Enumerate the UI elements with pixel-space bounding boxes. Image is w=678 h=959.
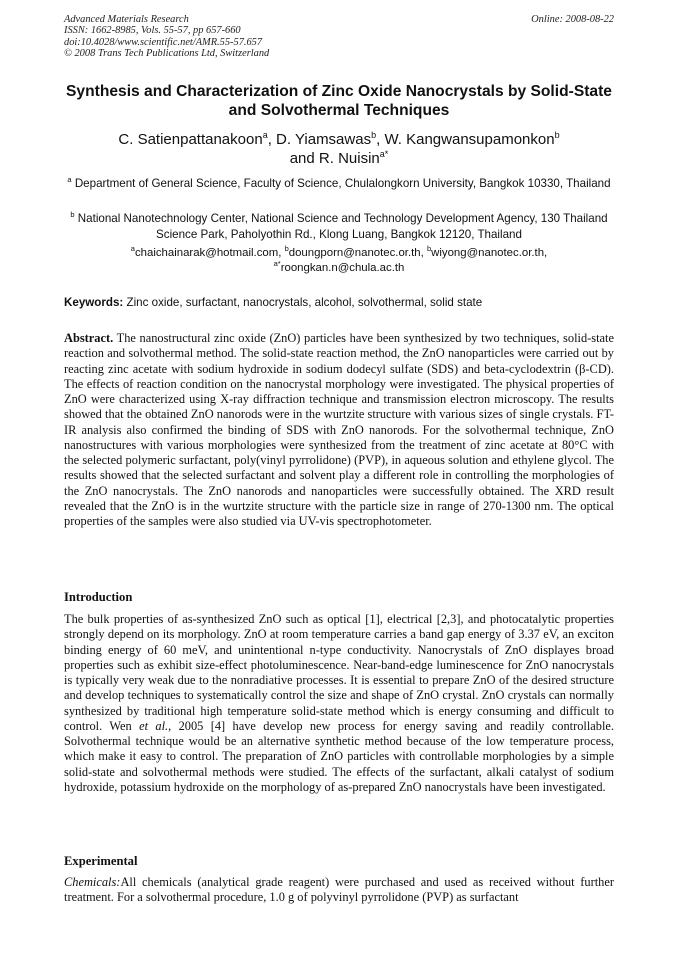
introduction-heading: Introduction [64,590,133,604]
introduction-etal: et al. [139,718,169,733]
author-list [64,130,614,168]
author-affil-mark: b [371,130,377,140]
author-affil-mark: a [262,130,268,140]
issn-line: ISSN: 1662-8985, Vols. 55-57, pp 657-660 [64,25,241,37]
keywords-label: Keywords: [64,296,124,309]
affiliation-mark: b [70,210,75,220]
affiliation-mark: a [67,175,72,185]
affiliation-b [64,211,614,242]
affiliation-a [64,176,614,192]
email-address[interactable]: doungporn@nanotec.or.th, [288,247,427,259]
chemicals-label: Chemicals: [64,875,121,889]
journal-name: Advanced Materials Research [64,14,189,25]
experimental-paragraph [64,875,614,906]
email-mark: a* [273,258,281,268]
affiliation-text: Department of General Science, Faculty of Science, Chulalongkorn University, Bangkok 10330, Thailand [74,177,611,190]
doi-line: doi:10.4028/www.scientific.net/AMR.55-57.657 [64,36,263,48]
author-separator: , [376,131,385,148]
email-address[interactable]: wiyong@nanotec.or.th, [431,247,548,259]
email-address[interactable]: chaichainarak@hotmail.com, [134,247,285,259]
author-name: C. Satienpattanakoon [118,131,263,148]
author-name: D. Yiamsawas [276,131,372,148]
paper-title: Synthesis and Characterization of Zinc Oxide Nanocrystals by Solid-State and Solvothermal Techniques [66,83,612,119]
introduction-text-1: The bulk properties of as-synthesized ZnO such as optical [1], electrical [2,3], and photocatalytic properties strongly depend on its morphology. ZnO at room temperature carries a band gap energy of 3.37 eV, an exciton binding energy of 60 meV, and unintentional n-type conductivity. Nanocrystals of ZnO displayes broad properties such as exhibit size-effect photoluminescence. Near-band-edge luminescence for ZnO nanocrystals is typically very weak due to the nonradiative processes. It is essential to prepare ZnO of the desired structure and develop techniques to systematically control the size and shape of ZnO crystal. ZnO crystals can normally synthesized by traditional high temperature solid-state method which is energy consuming and difficult to control. Wen [64,612,614,733]
online-date: Online: 2008-08-22 [531,14,614,25]
affiliation-text: National Nanotechnology Center, National Science and Technology Development Agency, 130 Thailand Science Park, Paholyothin Rd., Klong Luang, Bangkok 12120, Thailand [77,212,608,241]
email-mark: b [426,244,432,254]
keywords-text: Zinc oxide, surfactant, nanocrystals, alcohol, solvothermal, solid state [123,296,483,309]
journal-header [64,14,269,60]
author-affil-mark: b [554,130,560,140]
email-mark: b [284,244,289,254]
author-name: and R. Nuisin [289,150,380,167]
author-affil-mark: a* [379,149,389,159]
chemicals-text: All chemicals (analytical grade reagent) were purchased and used as received without further treatment. For a solvothermal procedure, 1.0 g of polyvinyl pyrrolidone (PVP) as surfactant [64,875,614,905]
email-list [64,246,614,275]
email-mark: a [130,244,135,254]
keywords-line [64,295,614,310]
copyright-line: © 2008 Trans Tech Publications Ltd, Switzerland [64,48,270,60]
author-separator: , [267,131,277,148]
email-address[interactable]: roongkan.n@chula.ac.th [280,261,405,274]
abstract-label: Abstract. [64,331,114,345]
abstract-text: The nanostructural zinc oxide (ZnO) particles have been synthesized by two techniques, solid-state reaction and solvothermal method. The solid-state reaction method, the ZnO nanoparticles were carried out by reacting zinc acetate with sodium hydroxide in sodium dodecyl sulfate (SDS) and beta-cyclodextrin (β-CD). The effects of reaction condition on the nanocrystal morphology were investigated. The physical properties of ZnO were characterized using X-ray diffraction technique and transmission electron microscopy. The results showed that the obtained ZnO nanorods were in the wurtzite structure with various sizes of single crystals. FT-IR analysis also confirmed the binding of SDS with ZnO nanorods. For the solvothermal technique, ZnO nanostructures with various morphologies were synthesized from the treatment of zinc acetate at 80°C with the selected polymeric surfactant, poly(vinyl pyrrolidone) (PVP), in aqueous solution and ethylene glycol. The results showed that the selected surfactant and solvent play a different role in controlling the morphologies of the ZnO nanocrystals. The ZnO nanorods and nanoparticles were successfully obtained. The XRD result revealed that the ZnO is in the wurtzite structure with the particle size in range of 270-1300 nm. The optical properties of the samples were also studied via UV-vis spectrophotometer. [64,331,614,528]
abstract-paragraph [64,331,614,529]
introduction-paragraph [64,612,614,795]
experimental-heading: Experimental [64,854,138,868]
introduction-text-2: , 2005 [4] have develop new process for energy saving and readily controllable. Solvothermal technique would be an alternative synthetic method because of the low temperature process, which make it easy to control. The preparation of ZnO particles with controllable morphologies by a simple solid-state and solvothermal methods were studied. The effects of the surfactant, alkali catalyst of sodium hydroxide, potassium hydroxide on the morphology of as-prepared ZnO nanocrystals have been investigated. [64,718,615,794]
author-name: W. Kangwansupamonkon [384,131,555,148]
